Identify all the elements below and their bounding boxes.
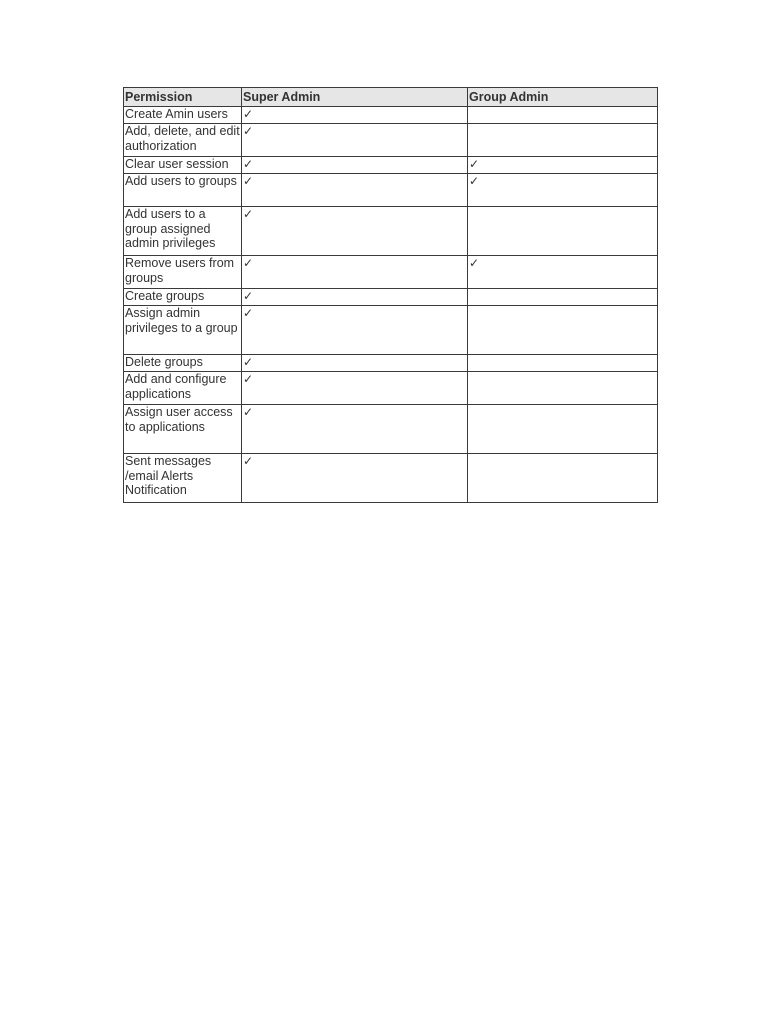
table-row	[124, 355, 658, 372]
permission-cell: Add, delete, and edit authorization	[124, 124, 242, 157]
table-header-row	[124, 88, 658, 107]
super-admin-check-icon: ✓	[242, 405, 468, 454]
table-row	[124, 256, 658, 289]
header-permission: Permission	[124, 88, 242, 107]
table-row	[124, 454, 658, 503]
super-admin-check-icon: ✓	[242, 207, 468, 256]
permission-cell: Add users to a group assigned admin privileges	[124, 207, 242, 256]
header-super-admin: Super Admin	[242, 88, 468, 107]
table-row	[124, 306, 658, 355]
table-row	[124, 289, 658, 306]
permission-cell: Assign user access to applications	[124, 405, 242, 454]
group-admin-check-icon	[468, 405, 658, 454]
permission-cell: Delete groups	[124, 355, 242, 372]
group-admin-check-icon: ✓	[468, 174, 658, 207]
permission-cell: Add users to groups	[124, 174, 242, 207]
permission-cell: Add and configure applications	[124, 372, 242, 405]
permission-cell: Create Amin users	[124, 107, 242, 124]
table-row	[124, 107, 658, 124]
table-row	[124, 157, 658, 174]
table-row	[124, 405, 658, 454]
table-row	[124, 207, 658, 256]
group-admin-check-icon	[468, 355, 658, 372]
group-admin-check-icon	[468, 107, 658, 124]
table-row	[124, 124, 658, 157]
super-admin-check-icon: ✓	[242, 372, 468, 405]
permission-cell: Remove users from groups	[124, 256, 242, 289]
permissions-table	[123, 87, 658, 503]
group-admin-check-icon	[468, 289, 658, 306]
super-admin-check-icon: ✓	[242, 454, 468, 503]
super-admin-check-icon: ✓	[242, 256, 468, 289]
permission-cell: Sent messages /email Alerts Notification	[124, 454, 242, 503]
super-admin-check-icon: ✓	[242, 306, 468, 355]
group-admin-check-icon	[468, 372, 658, 405]
super-admin-check-icon: ✓	[242, 157, 468, 174]
group-admin-check-icon	[468, 207, 658, 256]
super-admin-check-icon: ✓	[242, 174, 468, 207]
group-admin-check-icon	[468, 454, 658, 503]
group-admin-check-icon: ✓	[468, 256, 658, 289]
super-admin-check-icon: ✓	[242, 289, 468, 306]
group-admin-check-icon	[468, 306, 658, 355]
super-admin-check-icon: ✓	[242, 124, 468, 157]
table-row	[124, 372, 658, 405]
permission-cell: Clear user session	[124, 157, 242, 174]
super-admin-check-icon: ✓	[242, 107, 468, 124]
header-group-admin: Group Admin	[468, 88, 658, 107]
table-row	[124, 174, 658, 207]
group-admin-check-icon	[468, 124, 658, 157]
super-admin-check-icon: ✓	[242, 355, 468, 372]
group-admin-check-icon: ✓	[468, 157, 658, 174]
permission-cell: Assign admin privileges to a group	[124, 306, 242, 355]
permission-cell: Create groups	[124, 289, 242, 306]
